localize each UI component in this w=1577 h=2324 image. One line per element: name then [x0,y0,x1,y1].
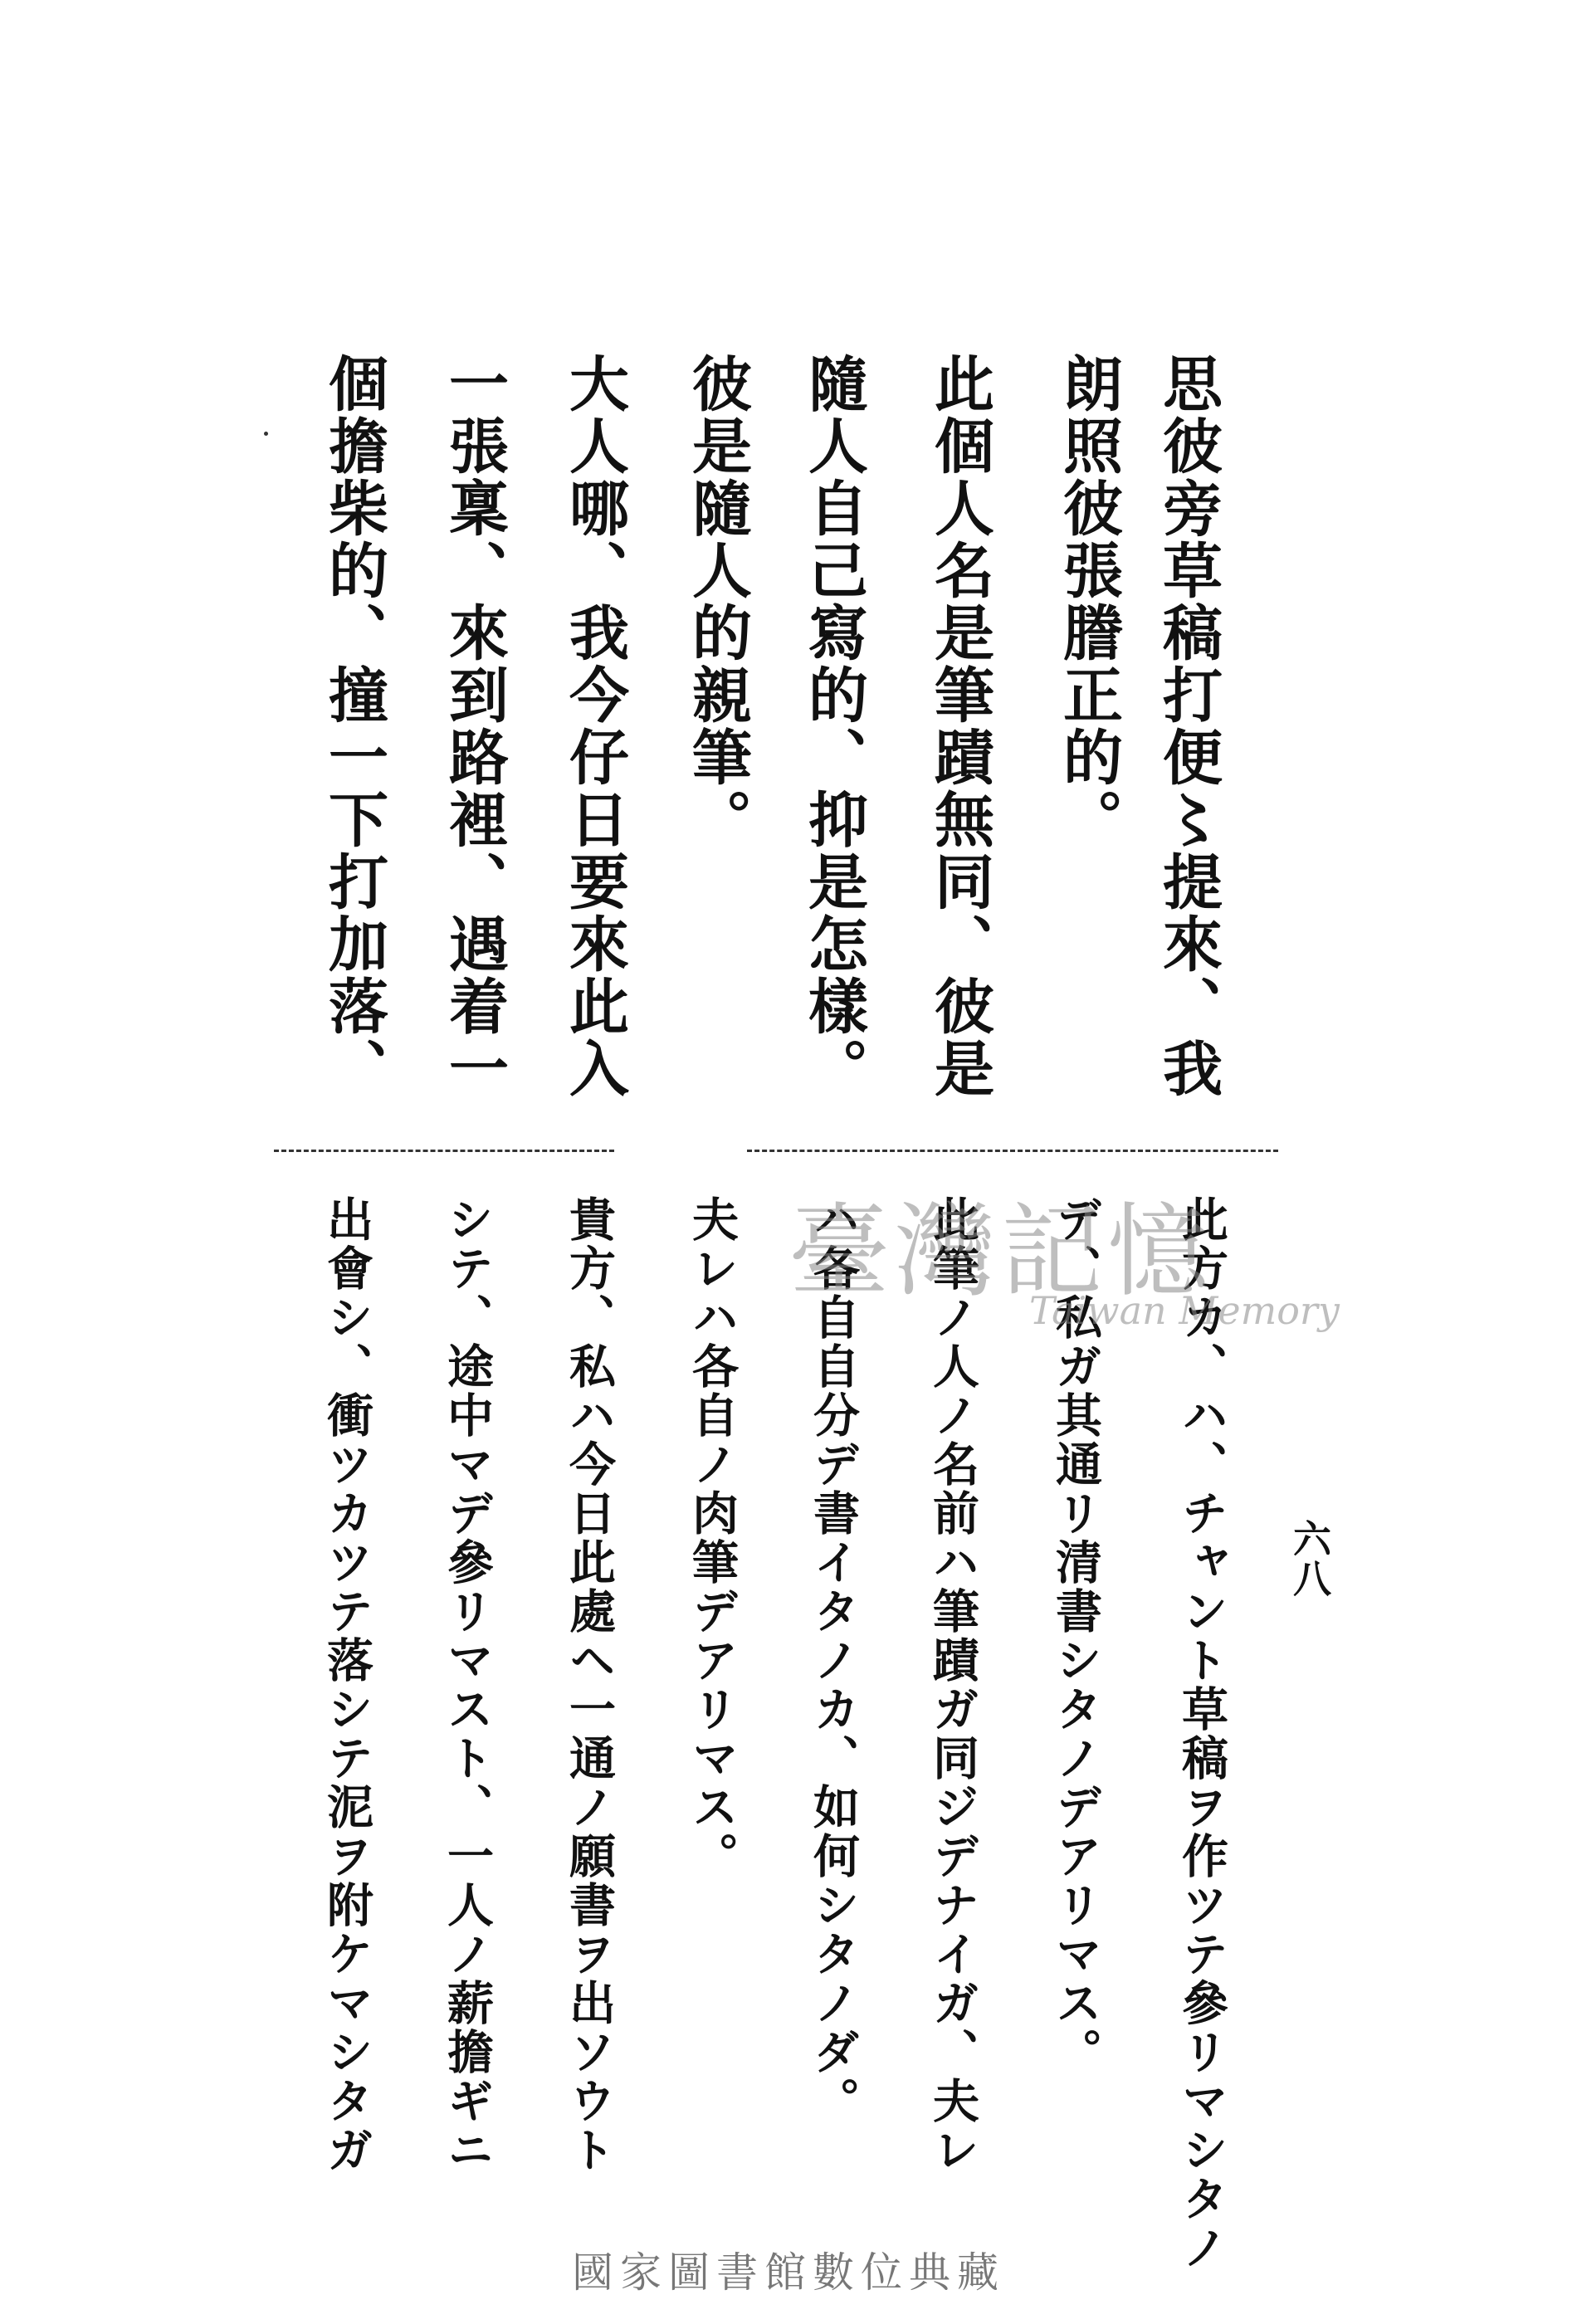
footer-credit: 國家圖書館數位典藏 [572,2248,1005,2297]
taiwan-memory-watermark [788,1170,1340,1345]
text-column: 出會シ、衝ツカツテ落シテ泥ヲ附ケマシタガ [320,1195,374,2175]
text-column: 此方カ、ハ、チャント草稿ヲ作ツテ參リマシタノ [1174,1195,1229,2273]
text-column: 個擔柴的、撞一下打加落、 [319,353,389,1100]
text-column: 此筆ノ人ノ名前ハ筆蹟ガ同ジデナイガ、夫レ [925,1195,980,2175]
watermark-title: 臺灣記憶 [788,1193,1213,1311]
page-number: 六八 [1287,1519,1332,1599]
scan-speck [264,432,268,436]
text-column: 朗照彼張謄正的。 [1053,353,1124,851]
text-column: シテ、途中マデ參リマスト、一人ノ薪擔ギニ [440,1195,495,2175]
text-column: 貴方、私ハ今日此處ヘ一通ノ願書ヲ出ソウト [562,1195,617,2175]
text-column: 夫レハ各自ノ肉筆デアリマス。 [685,1195,740,1881]
text-column: 思彼旁草稿打便〻提來、我 [1153,353,1223,1100]
text-column: デ、私ガ其通リ清書シタノデアリマス。 [1048,1195,1103,2077]
text-column: 此個人名是筆蹟無同、彼是 [925,353,995,1100]
text-column: 隨人自己寫的、抑是怎樣。 [798,353,869,1100]
text-column: ハ各自自分デ書イタノカ、如何シタノダ。 [806,1195,861,2126]
text-column: 大人哪、我今仔日要來此入 [559,353,630,1100]
watermark-subtitle: Taiwan Memory [1029,1288,1340,1333]
text-column: 一張稟、來到路裡、遇着一 [439,353,510,1100]
text-column: 彼是隨人的親筆。 [682,353,753,851]
